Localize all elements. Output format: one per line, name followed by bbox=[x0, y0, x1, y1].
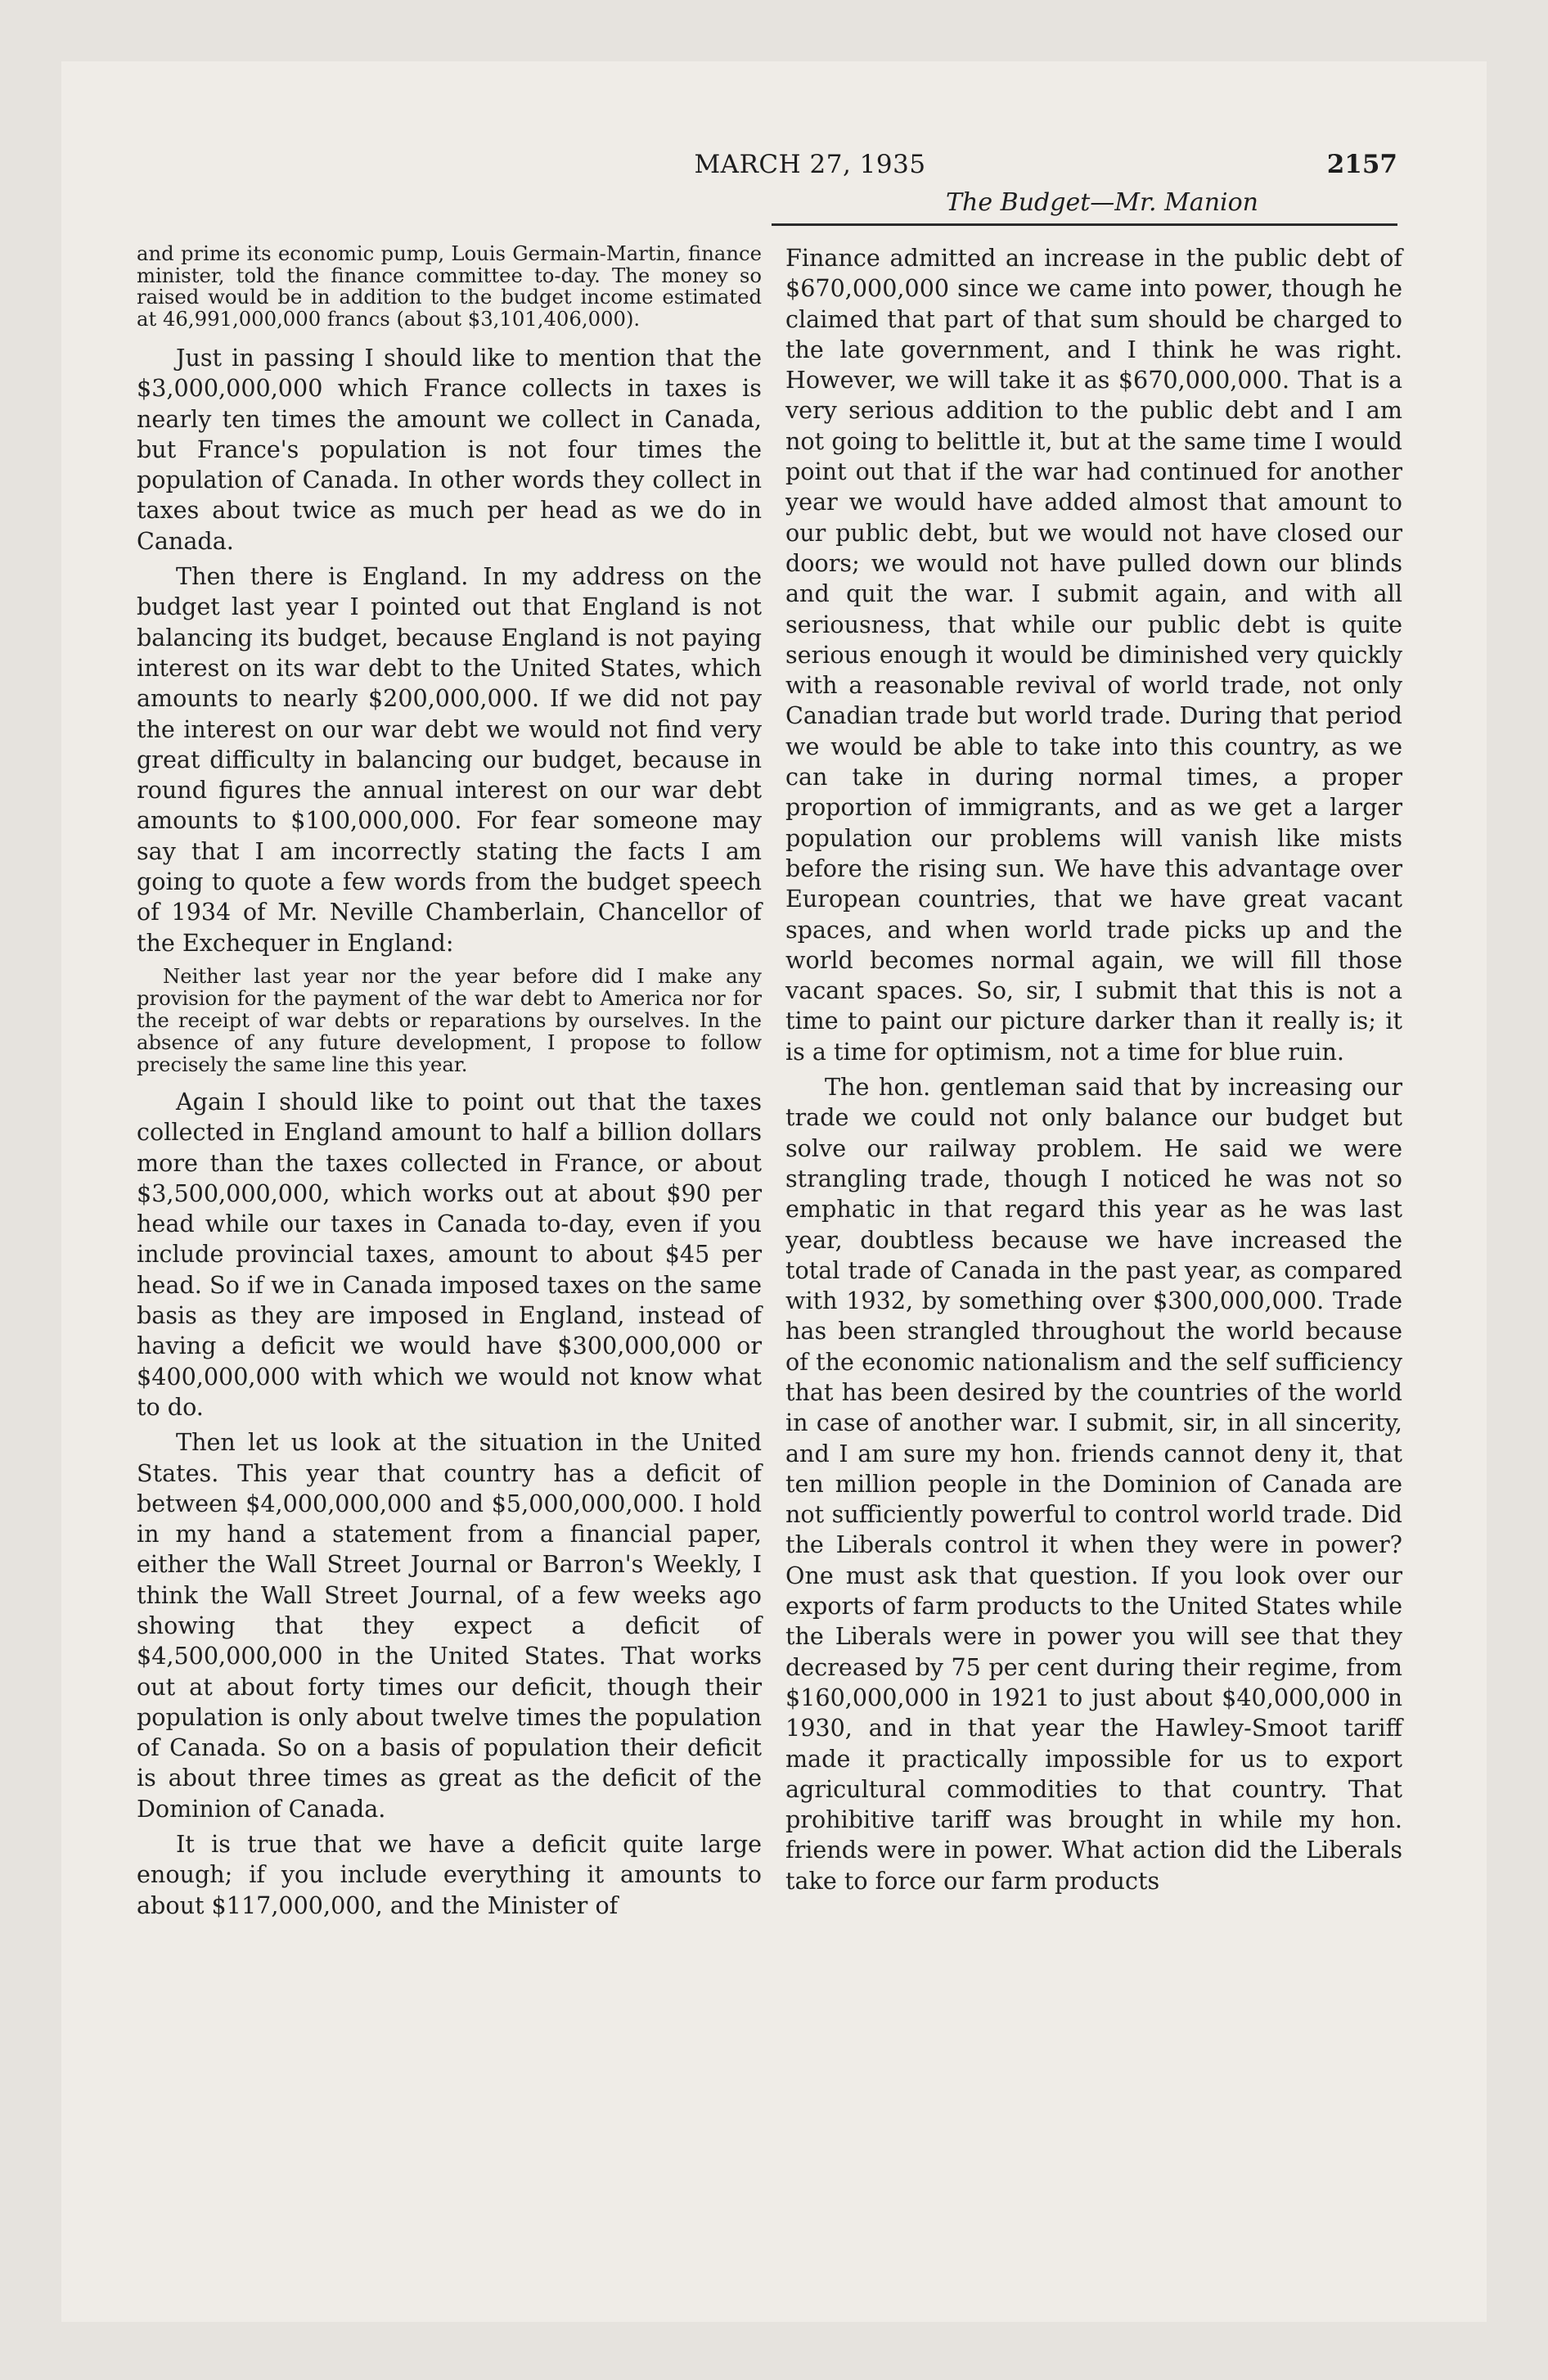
left-quote: Neither last year nor the year before did I make any provision for the payment of the war debt to America nor for the receipt of war debts or reparations by ourselves. In the absence of any future development, I propose to follow precisely the same line this year. bbox=[137, 963, 762, 1076]
header-rule bbox=[772, 223, 1397, 226]
left-paragraph-1: Just in passing I should like to mention that the $3,000,000,000 which France collects in taxes is nearly ten times the amount we collect in Canada, but France's population is not four times the population of Canada. In other words they collect in taxes about twice as much per head as we do in Canada. bbox=[137, 344, 762, 555]
header-date: MARCH 27, 1935 bbox=[694, 150, 926, 179]
left-column bbox=[137, 243, 762, 1921]
header-subtitle: The Budget—Mr. Manion bbox=[946, 188, 1258, 217]
document-page bbox=[61, 61, 1487, 2322]
left-paragraph-5: It is true that we have a deficit quite large enough; if you include everything it amounts to about $117,000,000, and the Minister of bbox=[137, 1830, 762, 1919]
left-paragraph-2: Then there is England. In my address on the budget last year I pointed out that England is not balancing its budget, because England is not paying interest on its war debt to the United States, which amounts to nearly $200,000,000. If we did not pay the interest on our war debt we would not find very great difficulty in balancing our budget, because in round figures the annual interest on our war debt amounts to $100,000,000. For fear someone may say that I am incorrectly stating the facts I am going to quote a few words from the budget speech of 1934 of Mr. Neville Chamberlain, Chancellor of the Exchequer in England: bbox=[137, 562, 762, 957]
right-paragraph-0: Finance admitted an increase in the public debt of $670,000,000 since we came into power, though he claimed that part of that sum should be charged to the late government, and I think he was right. However, we will take it as $670,000,000. That is a very serious addition to the public debt and I am not going to belittle it, but at the same time I would point out that if the war had continued for another year we would have added almost that amount to our public debt, but we would not have closed our doors; we would not have pulled down our blinds and quit the war. I submit again, and with all seriousness, that while our public debt is quite serious enough it would be diminished very quickly with a reasonable revival of world trade, not only Canadian trade but world trade. During that period we would be able to take into this country, as we can take in during normal times, a proper proportion of immigrants, and as we get a larger population our problems will vanish like mists before the rising sun. We have this advantage over European countries, that we have great vacant spaces, and when world trade picks up and the world becomes normal again, we will fill those vacant spaces. So, sir, I submit that this is not a time to paint our picture darker than it really is; it is a time for optimism, not a time for blue ruin. bbox=[785, 244, 1402, 1066]
left-paragraph-4: Then let us look at the situation in the United States. This year that country has a deficit of between $4,000,000,000 and $5,000,000,000. I hold in my hand a statement from a financial paper, either the Wall Street Journal or Barron's Weekly, I think the Wall Street Journal, of a few weeks ago showing that they expect a deficit of $4,500,000,000 in the United States. That works out at about forty times our deficit, though their population is only about twelve times the population of Canada. So on a basis of population their deficit is about three times as great as the deficit of the Dominion of Canada. bbox=[137, 1428, 762, 1823]
page-number: 2157 bbox=[1326, 150, 1397, 179]
left-paragraph-0: and prime its economic pump, Louis Germain-Martin, finance minister, told the finance committee to-day. The money so raised would be in addition to the budget income estimated at 46,991,000,000 francs (about $3,101,406,000). bbox=[137, 241, 762, 331]
right-column bbox=[785, 243, 1402, 1896]
right-paragraph-1: The hon. gentleman said that by increasing our trade we could not only balance our budget but solve our railway problem. He said we were strangling trade, though I noticed he was not so emphatic in that regard this year as he was last year, doubtless because we have increased the total trade of Canada in the past year, as compared with 1932, by something over $300,000,000. Trade has been strangled throughout the world because of the economic nationalism and the self sufficiency that has been desired by the countries of the world in case of another war. I submit, sir, in all sincerity, and I am sure my hon. friends cannot deny it, that ten million people in the Dominion of Canada are not sufficiently powerful to control world trade. Did the Liberals control it when they were in power? One must ask that question. If you look over our exports of farm products to the United States while the Liberals were in power you will see that they decreased by 75 per cent during their regime, from $160,000,000 in 1921 to just about $40,000,000 in 1930, and in that year the Hawley-Smoot tariff made it practically impossible for us to export agricultural commodities to that country. That prohibitive tariff was brought in while my hon. friends were in power. What action did the Liberals take to force our farm products bbox=[785, 1073, 1402, 1895]
left-paragraph-3: Again I should like to point out that the taxes collected in England amount to half a billion dollars more than the taxes collected in France, or about $3,500,000,000, which works out at about $90 per head while our taxes in Canada to-day, even if you include provincial taxes, amount to about $45 per head. So if we in Canada imposed taxes on the same basis as they are imposed in England, instead of having a deficit we would have $300,000,000 or $400,000,000 with which we would not know what to do. bbox=[137, 1087, 762, 1421]
